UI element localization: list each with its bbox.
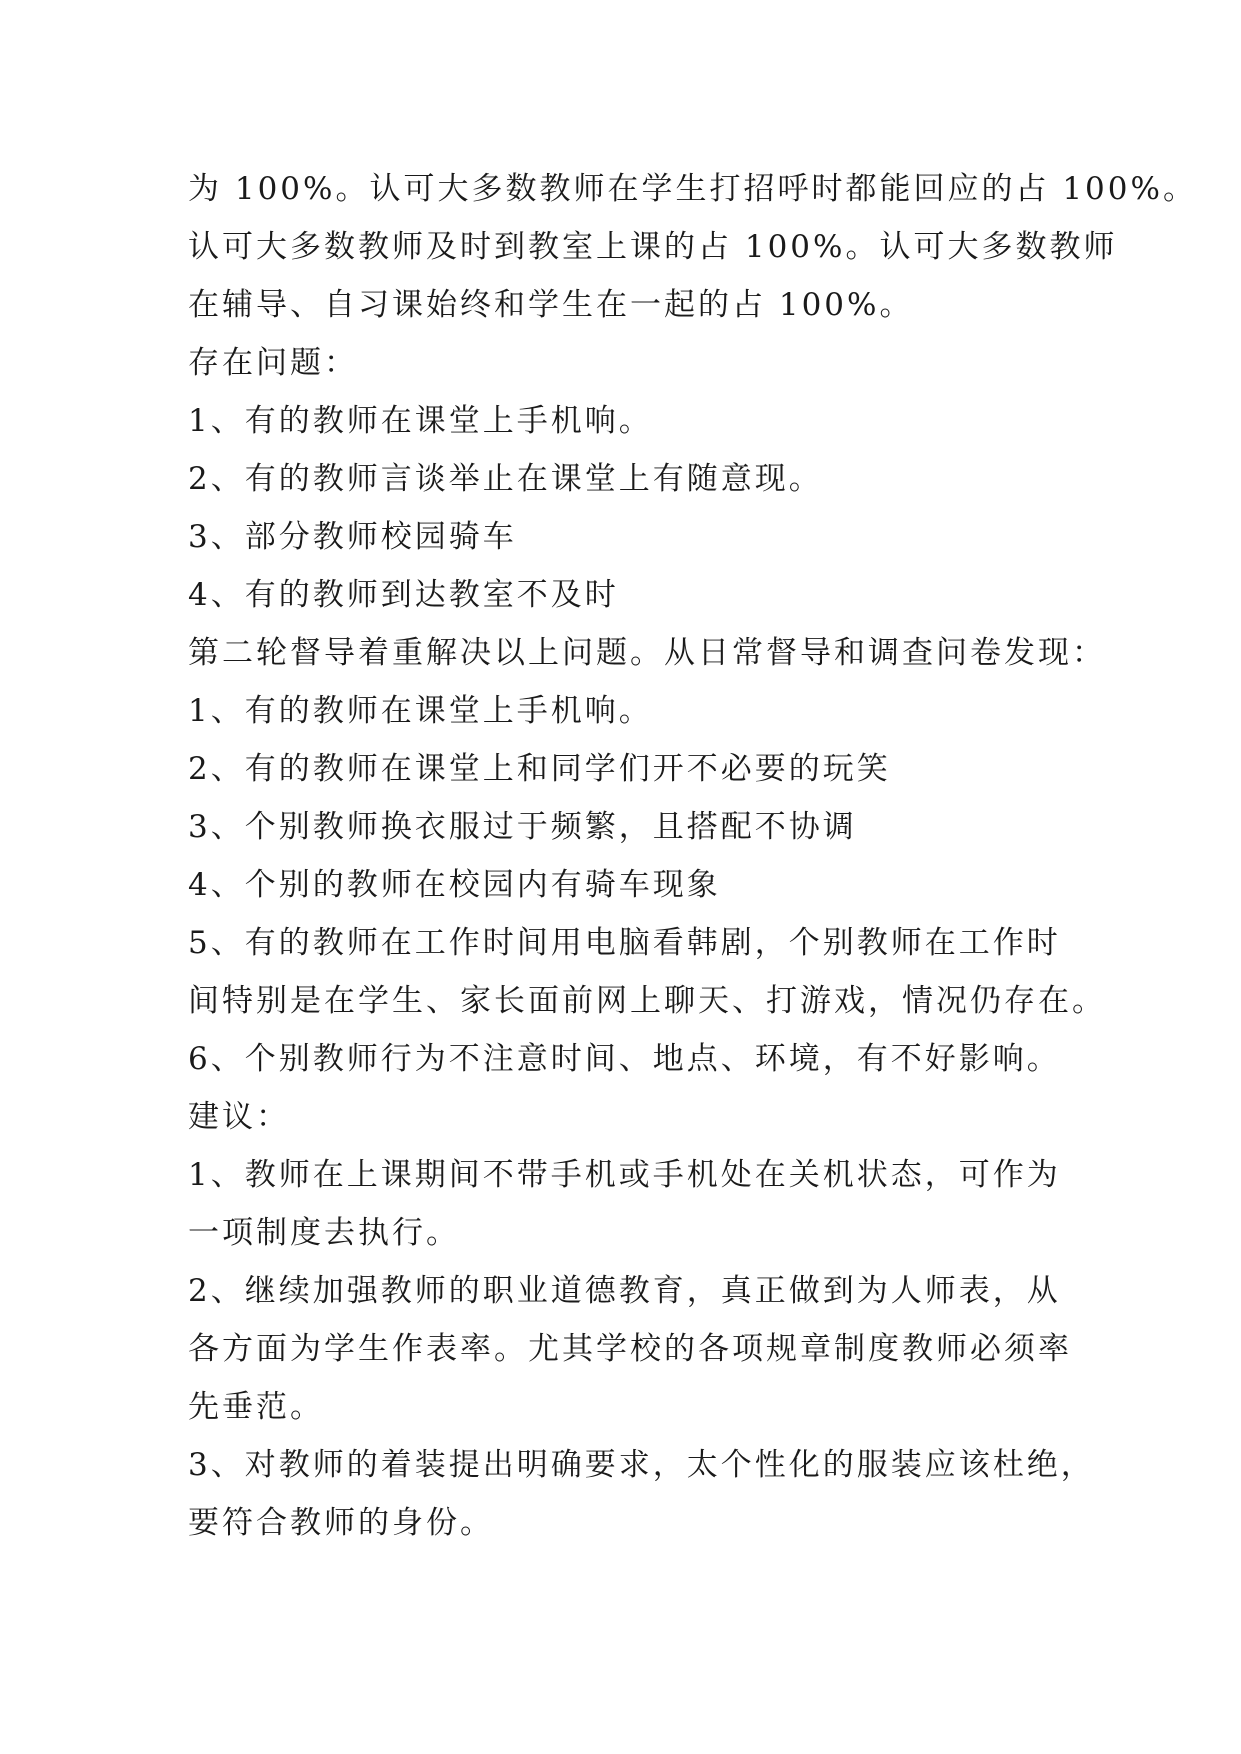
text-line: 第二轮督导着重解决以上问题。从日常督导和调查问卷发现： <box>188 635 1106 671</box>
list-item: 4、有的教师到达教室不及时 <box>188 577 619 613</box>
section-heading-suggestions: 建议： <box>188 1099 290 1135</box>
list-item: 1、教师在上课期间不带手机或手机处在关机状态，可作为 <box>188 1157 1061 1193</box>
list-item: 1、有的教师在课堂上手机响。 <box>188 403 653 439</box>
list-item: 5、有的教师在工作时间用电脑看韩剧，个别教师在工作时 <box>188 925 1061 961</box>
text-line: 为 100%。认可大多数教师在学生打招呼时都能回应的占 100%。 <box>188 171 1197 207</box>
list-item: 2、继续加强教师的职业道德教育，真正做到为人师表，从 <box>188 1273 1061 1309</box>
list-item-continuation: 要符合教师的身份。 <box>188 1505 494 1541</box>
list-item-continuation: 一项制度去执行。 <box>188 1215 460 1251</box>
list-item-continuation: 各方面为学生作表率。尤其学校的各项规章制度教师必须率 <box>188 1331 1072 1367</box>
list-item: 3、部分教师校园骑车 <box>188 519 517 555</box>
list-item: 4、个别的教师在校园内有骑车现象 <box>188 867 721 903</box>
text-line: 在辅导、自习课始终和学生在一起的占 100%。 <box>188 287 914 323</box>
list-item: 2、有的教师言谈举止在课堂上有随意现。 <box>188 461 823 497</box>
list-item: 6、个别教师行为不注意时间、地点、环境，有不好影响。 <box>188 1041 1061 1077</box>
list-item: 2、有的教师在课堂上和同学们开不必要的玩笑 <box>188 751 891 787</box>
list-item: 3、个别教师换衣服过于频繁，且搭配不协调 <box>188 809 857 845</box>
list-item: 3、对教师的着装提出明确要求，太个性化的服装应该杜绝， <box>188 1447 1095 1483</box>
text-line: 认可大多数教师及时到教室上课的占 100%。认可大多数教师 <box>188 229 1118 265</box>
list-item: 1、有的教师在课堂上手机响。 <box>188 693 653 729</box>
list-item-continuation: 先垂范。 <box>188 1389 324 1425</box>
document-body <box>188 160 1197 1552</box>
section-heading-problems: 存在问题： <box>188 345 358 381</box>
list-item-continuation: 间特别是在学生、家长面前网上聊天、打游戏，情况仍存在。 <box>188 983 1106 1019</box>
